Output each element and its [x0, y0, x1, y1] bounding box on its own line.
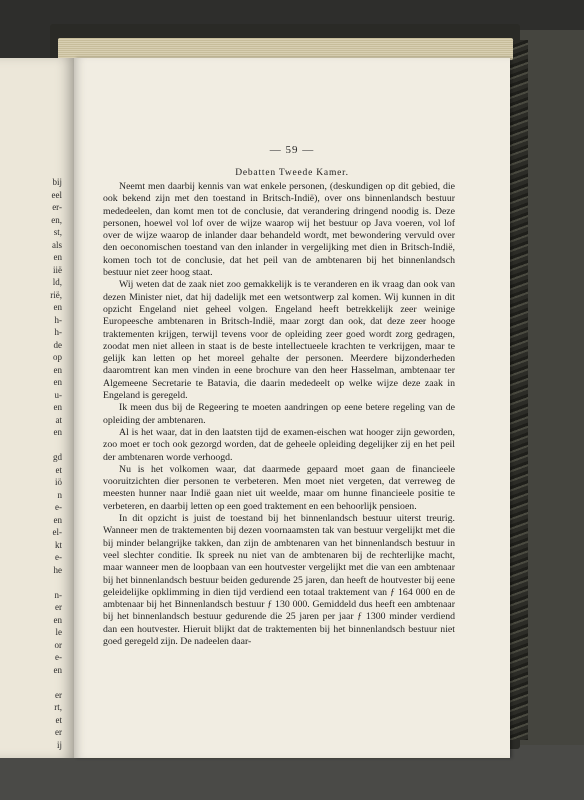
- left-page-fragment: en: [53, 514, 62, 525]
- left-page: [0, 58, 74, 758]
- left-page-fragment: u-: [54, 389, 62, 400]
- left-page-fragment: en: [53, 252, 62, 262]
- background-right: [520, 30, 584, 750]
- left-page-fragment: bij: [52, 177, 62, 187]
- left-page-fragment: en,: [51, 214, 62, 225]
- paragraph: Wij weten dat de zaak niet zoo gemakkelijk is te veranderen en ik vraag dan ook van dezen Minister niet, dat hij dadelijk met een wetsontwerp zal komen. Wij kunnen in dit opzicht Engeland niet geheel volgen. Engeland heeft betrekkelijk zeer weinige Europeesche ambtenaren in Britsch-Indië, maar zorgt dan ook, dat deze zeer hooge traktementen krijgen, terwijl tevens voor de opleiding zeer goed wordt zorg gedragen, zoodat men niet alleen in staat is de beste intellectueele krachten te verkrijgen, maar te gelijk kan letten op het moreel gehalte der personen. Meerdere bijzonderheden daaromtrent kan men vinden in eene brochure van den heer Hasselman, ambtenaar ter Algemeene Secretarie te Batavia, die daarin mededeelt op welke wijze deze zaak in Engeland is geregeld.: [103, 279, 455, 402]
- left-page-fragment: e-: [55, 552, 62, 562]
- left-page-fragment: h-: [54, 314, 62, 325]
- left-page-fragment: gd: [53, 452, 62, 462]
- paragraph: Al is het waar, dat in den laatsten tijd de examen-eischen wat hooger zijn geworden, zoo moet er toch ook gezorgd worden, dat de geheele opleiding degelijker zij en het peil der ambtenaren worde verhoogd.: [103, 426, 455, 463]
- left-page-fragment: er: [55, 602, 62, 612]
- left-page-fragment: el-: [52, 527, 62, 537]
- left-page-fragment: op: [53, 352, 62, 362]
- left-page-fragment: en: [53, 427, 62, 437]
- left-page-fragment: er: [55, 689, 62, 700]
- left-page-fragment: en: [53, 377, 62, 387]
- paragraph: In dit opzicht is juist de toestand bij het binnenlandsch bestuur uiterst treurig. Wanneer men de traktementen bij dezen voornaamsten tak van bestuur vergelijkt met die bij minder belangrijke takken, dan zijn de ambtenaren van het binnenlandsch bestuur in veel slechter conditie. Ik spreek nu niet van de ambtenaren bij de rechterlijke macht, maar wanneer men de loopbaan van een houtvester vergelijkt met die van een ambtenaar bij het binnenlandsch bestuur beiden gedurende 25 jaren, dan heeft de houtvester bij eene geleidelijke opklimming in dien tijd verdiend een totaal traktement van ƒ 164 000 en de ambtenaar bij het Binnenlandsch bestuur ƒ 130 000. Gemiddeld dus heeft een ambtenaar bij het binnenlandsch bestuur gedurende die 25 jaren per jaar ƒ 1300 minder verdiend dan een houtvester. Hieruit blijkt dat de traktementen bij het binnenlandsch bestuur niet goed geregeld zijn. De nadeelen daar-: [103, 513, 455, 647]
- left-page-text-fragments: [0, 176, 64, 751]
- left-page-fragment: n: [57, 489, 62, 500]
- paragraph: Nu is het volkomen waar, dat daarmede gepaard moet gaan de financieele vooruitzichten dier personen te verbeteren. Men moet niet vergeten, dat verreweg de meesten hunner naar Indië gaan niet uit weelde, maar om hunne financieele positie te verbeteren, en daarbij letten op een goed traktement en een behoorlijk pensioen.: [103, 463, 455, 512]
- left-page-fragment: [0, 676, 64, 689]
- left-page-fragment: en: [53, 364, 62, 375]
- left-page-fragment: le: [55, 627, 62, 637]
- left-page-fragment: en: [53, 302, 62, 312]
- left-page-fragment: de: [53, 339, 62, 350]
- left-page-fragment: er-: [52, 202, 62, 212]
- left-page-fragment: st,: [53, 227, 62, 237]
- paragraph: Ik meen dus bij de Regeering te moeten aandringen op eene betere regeling van de opleiding der ambtenaren.: [103, 402, 455, 426]
- left-page-fragment: et: [55, 464, 62, 475]
- left-page-fragment: iö: [54, 477, 62, 487]
- left-page-fragment: at: [55, 414, 62, 425]
- left-page-fragment: kt: [54, 539, 62, 550]
- left-page-fragment: rt,: [54, 702, 62, 712]
- left-page-fragment: [0, 576, 64, 589]
- left-page-fragment: or: [54, 639, 62, 650]
- left-page-fragment: he: [53, 564, 62, 575]
- page-number: — 59 —: [269, 144, 315, 156]
- left-page-fragment: rië,: [50, 289, 62, 300]
- left-page-fragment: ij: [56, 739, 62, 750]
- left-page-fragment: n-: [54, 589, 62, 600]
- left-page-fragment: en: [53, 664, 62, 675]
- left-page-fragment: als: [52, 239, 62, 250]
- left-page-fragment: e-: [55, 502, 62, 512]
- left-page-fragment: er: [55, 727, 62, 737]
- left-page-fragment: eel: [51, 189, 62, 200]
- right-page: [74, 58, 510, 758]
- left-page-fragment: en: [53, 614, 62, 625]
- page-body: [103, 181, 455, 648]
- left-page-fragment: iië: [53, 264, 62, 275]
- paragraph: Neemt men daarbij kennis van wat enkele personen, (deskundigen op dit gebied, die ook bekend zijn met den toestand in Britsch-Indië), over ons binnenlandsch bestuur mededeelen, dan komt men tot de conclusie, dat verandering dringend noodig is. Deze personen, hoewel vol lof over de wijze waarop wij het bestuur op Java voeren, vol lof over de wijze waarop de inlander daar behandeld wordt, met bewondering vervuld over den oeconomischen toestand van den inlander in vergelijking met dien in Britsch-Indië, komen toch tot de conclusie, dat het peil van de ambtenaren bij het binnenlandsch bestuur niet zeer hoog staat.: [103, 181, 455, 279]
- left-page-fragment: ld,: [52, 277, 62, 287]
- running-heading: Debatten Tweede Kamer.: [235, 168, 349, 178]
- left-page-fragment: [0, 439, 64, 452]
- left-page-fragment: e-: [55, 652, 62, 662]
- left-page-fragment: h-: [54, 327, 62, 337]
- page-stack-edge: [58, 38, 513, 60]
- left-page-fragment: et: [55, 714, 62, 725]
- left-page-fragment: en: [53, 402, 62, 412]
